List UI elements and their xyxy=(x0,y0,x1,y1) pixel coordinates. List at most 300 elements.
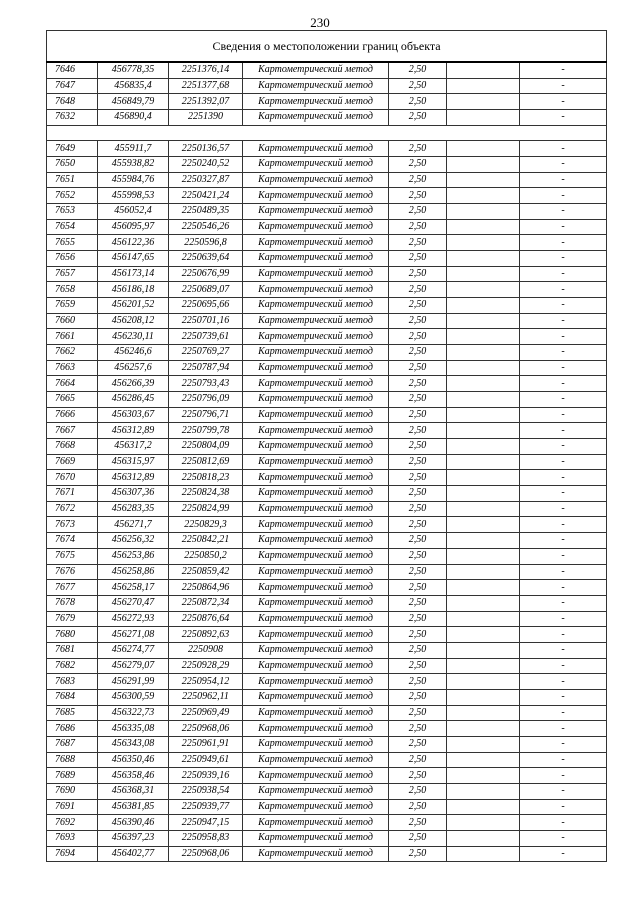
table-row xyxy=(47,846,607,862)
table-row xyxy=(47,658,607,674)
method-cell: Картометрический метод xyxy=(243,564,389,580)
x-coordinate: 456257,6 xyxy=(98,360,169,376)
point-number: 7693 xyxy=(47,830,98,846)
point-number: 7657 xyxy=(47,266,98,282)
y-coordinate: 2250739,61 xyxy=(169,329,243,345)
method-cell: Картометрический метод xyxy=(243,642,389,658)
table-row xyxy=(47,423,607,439)
point-number: 7686 xyxy=(47,721,98,737)
y-coordinate: 2250968,06 xyxy=(169,721,243,737)
empty-cell xyxy=(447,783,520,799)
accuracy-cell: 2,50 xyxy=(389,595,447,611)
accuracy-cell: 2,50 xyxy=(389,533,447,549)
accuracy-cell: 2,50 xyxy=(389,392,447,408)
method-cell: Картометрический метод xyxy=(243,157,389,173)
description-cell: - xyxy=(520,642,607,658)
description-cell: - xyxy=(520,815,607,831)
empty-cell xyxy=(447,689,520,705)
method-cell: Картометрический метод xyxy=(243,846,389,862)
y-coordinate: 2251376,14 xyxy=(169,62,243,78)
accuracy-cell: 2,50 xyxy=(389,752,447,768)
empty-cell xyxy=(447,78,520,94)
accuracy-cell: 2,50 xyxy=(389,329,447,345)
description-cell: - xyxy=(520,486,607,502)
y-coordinate: 2250938,54 xyxy=(169,783,243,799)
y-coordinate: 2250939,16 xyxy=(169,768,243,784)
point-number: 7689 xyxy=(47,768,98,784)
method-cell: Картометрический метод xyxy=(243,595,389,611)
y-coordinate: 2250240,52 xyxy=(169,157,243,173)
method-cell: Картометрический метод xyxy=(243,110,389,126)
method-cell: Картометрический метод xyxy=(243,407,389,423)
y-coordinate: 2250769,27 xyxy=(169,345,243,361)
accuracy-cell: 2,50 xyxy=(389,282,447,298)
description-cell: - xyxy=(520,470,607,486)
table-row xyxy=(47,595,607,611)
description-cell: - xyxy=(520,580,607,596)
point-number: 7675 xyxy=(47,548,98,564)
y-coordinate: 2250824,38 xyxy=(169,486,243,502)
description-cell: - xyxy=(520,830,607,846)
empty-cell xyxy=(447,392,520,408)
accuracy-cell: 2,50 xyxy=(389,486,447,502)
description-cell: - xyxy=(520,611,607,627)
description-cell: - xyxy=(520,689,607,705)
table-row xyxy=(47,219,607,235)
table-row xyxy=(47,642,607,658)
description-cell: - xyxy=(520,376,607,392)
point-number: 7658 xyxy=(47,282,98,298)
accuracy-cell: 2,50 xyxy=(389,141,447,157)
point-number: 7659 xyxy=(47,298,98,314)
point-number: 7683 xyxy=(47,674,98,690)
table-row xyxy=(47,470,607,486)
accuracy-cell: 2,50 xyxy=(389,219,447,235)
x-coordinate: 456315,97 xyxy=(98,454,169,470)
table-row xyxy=(47,783,607,799)
accuracy-cell: 2,50 xyxy=(389,501,447,517)
method-cell: Картометрический метод xyxy=(243,219,389,235)
description-cell: - xyxy=(520,768,607,784)
accuracy-cell: 2,50 xyxy=(389,376,447,392)
x-coordinate: 456201,52 xyxy=(98,298,169,314)
empty-cell xyxy=(447,799,520,815)
blank-cell xyxy=(47,125,607,141)
method-cell: Картометрический метод xyxy=(243,298,389,314)
table-row xyxy=(47,407,607,423)
x-coordinate: 456052,4 xyxy=(98,204,169,220)
accuracy-cell: 2,50 xyxy=(389,78,447,94)
x-coordinate: 456291,99 xyxy=(98,674,169,690)
empty-cell xyxy=(447,846,520,862)
method-cell: Картометрический метод xyxy=(243,580,389,596)
y-coordinate: 2250796,71 xyxy=(169,407,243,423)
table-row xyxy=(47,141,607,157)
empty-cell xyxy=(447,454,520,470)
x-coordinate: 456274,77 xyxy=(98,642,169,658)
point-number: 7648 xyxy=(47,94,98,110)
table-row xyxy=(47,251,607,267)
method-cell: Картометрический метод xyxy=(243,689,389,705)
y-coordinate: 2250850,2 xyxy=(169,548,243,564)
description-cell: - xyxy=(520,439,607,455)
accuracy-cell: 2,50 xyxy=(389,470,447,486)
point-number: 7691 xyxy=(47,799,98,815)
method-cell: Картометрический метод xyxy=(243,470,389,486)
y-coordinate: 2250968,06 xyxy=(169,846,243,862)
description-cell: - xyxy=(520,235,607,251)
x-coordinate: 456381,85 xyxy=(98,799,169,815)
table-row xyxy=(47,768,607,784)
accuracy-cell: 2,50 xyxy=(389,517,447,533)
method-cell: Картометрический метод xyxy=(243,78,389,94)
point-number: 7692 xyxy=(47,815,98,831)
table-row xyxy=(47,689,607,705)
point-number: 7677 xyxy=(47,580,98,596)
method-cell: Картометрический метод xyxy=(243,204,389,220)
method-cell: Картометрический метод xyxy=(243,172,389,188)
accuracy-cell: 2,50 xyxy=(389,658,447,674)
accuracy-cell: 2,50 xyxy=(389,94,447,110)
description-cell: - xyxy=(520,188,607,204)
method-cell: Картометрический метод xyxy=(243,830,389,846)
empty-cell xyxy=(447,266,520,282)
empty-cell xyxy=(447,517,520,533)
table-row xyxy=(47,454,607,470)
x-coordinate: 456147,65 xyxy=(98,251,169,267)
table-row xyxy=(47,705,607,721)
accuracy-cell: 2,50 xyxy=(389,423,447,439)
method-cell: Картометрический метод xyxy=(243,783,389,799)
point-number: 7685 xyxy=(47,705,98,721)
point-number: 7632 xyxy=(47,110,98,126)
description-cell: - xyxy=(520,783,607,799)
empty-cell xyxy=(447,705,520,721)
y-coordinate: 2250793,43 xyxy=(169,376,243,392)
point-number: 7651 xyxy=(47,172,98,188)
point-number: 7662 xyxy=(47,345,98,361)
table-row xyxy=(47,815,607,831)
accuracy-cell: 2,50 xyxy=(389,674,447,690)
method-cell: Картометрический метод xyxy=(243,799,389,815)
table-title-row xyxy=(47,31,607,63)
description-cell: - xyxy=(520,204,607,220)
y-coordinate: 2250676,99 xyxy=(169,266,243,282)
accuracy-cell: 2,50 xyxy=(389,172,447,188)
description-cell: - xyxy=(520,595,607,611)
empty-cell xyxy=(447,580,520,596)
empty-cell xyxy=(447,721,520,737)
empty-cell xyxy=(447,611,520,627)
method-cell: Картометрический метод xyxy=(243,141,389,157)
method-cell: Картометрический метод xyxy=(243,454,389,470)
point-number: 7666 xyxy=(47,407,98,423)
point-number: 7647 xyxy=(47,78,98,94)
x-coordinate: 456266,39 xyxy=(98,376,169,392)
accuracy-cell: 2,50 xyxy=(389,783,447,799)
y-coordinate: 2250961,91 xyxy=(169,736,243,752)
empty-cell xyxy=(447,188,520,204)
accuracy-cell: 2,50 xyxy=(389,235,447,251)
description-cell: - xyxy=(520,266,607,282)
empty-cell xyxy=(447,830,520,846)
empty-cell xyxy=(447,345,520,361)
table-row xyxy=(47,830,607,846)
description-cell: - xyxy=(520,78,607,94)
empty-cell xyxy=(447,282,520,298)
method-cell: Картометрический метод xyxy=(243,94,389,110)
point-number: 7669 xyxy=(47,454,98,470)
table-row xyxy=(47,78,607,94)
point-number: 7649 xyxy=(47,141,98,157)
method-cell: Картометрический метод xyxy=(243,282,389,298)
table-row xyxy=(47,204,607,220)
x-coordinate: 456390,46 xyxy=(98,815,169,831)
empty-cell xyxy=(447,768,520,784)
point-number: 7661 xyxy=(47,329,98,345)
point-number: 7680 xyxy=(47,627,98,643)
accuracy-cell: 2,50 xyxy=(389,799,447,815)
accuracy-cell: 2,50 xyxy=(389,439,447,455)
description-cell: - xyxy=(520,846,607,862)
point-number: 7687 xyxy=(47,736,98,752)
table-row xyxy=(47,376,607,392)
table-row xyxy=(47,580,607,596)
x-coordinate: 456307,36 xyxy=(98,486,169,502)
method-cell: Картометрический метод xyxy=(243,376,389,392)
point-number: 7650 xyxy=(47,157,98,173)
point-number: 7676 xyxy=(47,564,98,580)
empty-cell xyxy=(447,376,520,392)
description-cell: - xyxy=(520,454,607,470)
method-cell: Картометрический метод xyxy=(243,329,389,345)
method-cell: Картометрический метод xyxy=(243,392,389,408)
x-coordinate: 456258,17 xyxy=(98,580,169,596)
method-cell: Картометрический метод xyxy=(243,736,389,752)
empty-cell xyxy=(447,62,520,78)
accuracy-cell: 2,50 xyxy=(389,721,447,737)
description-cell: - xyxy=(520,721,607,737)
method-cell: Картометрический метод xyxy=(243,439,389,455)
accuracy-cell: 2,50 xyxy=(389,705,447,721)
x-coordinate: 455984,76 xyxy=(98,172,169,188)
accuracy-cell: 2,50 xyxy=(389,454,447,470)
description-cell: - xyxy=(520,360,607,376)
point-number: 7668 xyxy=(47,439,98,455)
empty-cell xyxy=(447,94,520,110)
accuracy-cell: 2,50 xyxy=(389,768,447,784)
empty-cell xyxy=(447,313,520,329)
empty-cell xyxy=(447,157,520,173)
description-cell: - xyxy=(520,172,607,188)
description-cell: - xyxy=(520,62,607,78)
x-coordinate: 456258,86 xyxy=(98,564,169,580)
x-coordinate: 456322,73 xyxy=(98,705,169,721)
y-coordinate: 2250962,11 xyxy=(169,689,243,705)
description-cell: - xyxy=(520,674,607,690)
y-coordinate: 2250812,69 xyxy=(169,454,243,470)
accuracy-cell: 2,50 xyxy=(389,564,447,580)
x-coordinate: 456272,93 xyxy=(98,611,169,627)
method-cell: Картометрический метод xyxy=(243,752,389,768)
y-coordinate: 2250908 xyxy=(169,642,243,658)
method-cell: Картометрический метод xyxy=(243,517,389,533)
x-coordinate: 456230,11 xyxy=(98,329,169,345)
y-coordinate: 2250327,87 xyxy=(169,172,243,188)
method-cell: Картометрический метод xyxy=(243,533,389,549)
point-number: 7678 xyxy=(47,595,98,611)
description-cell: - xyxy=(520,251,607,267)
x-coordinate: 456397,23 xyxy=(98,830,169,846)
method-cell: Картометрический метод xyxy=(243,62,389,78)
description-cell: - xyxy=(520,658,607,674)
y-coordinate: 2250818,23 xyxy=(169,470,243,486)
x-coordinate: 456256,32 xyxy=(98,533,169,549)
y-coordinate: 2250639,64 xyxy=(169,251,243,267)
accuracy-cell: 2,50 xyxy=(389,266,447,282)
table-row xyxy=(47,439,607,455)
x-coordinate: 456271,7 xyxy=(98,517,169,533)
table-row xyxy=(47,172,607,188)
empty-cell xyxy=(447,736,520,752)
accuracy-cell: 2,50 xyxy=(389,313,447,329)
x-coordinate: 456835,4 xyxy=(98,78,169,94)
y-coordinate: 2250824,99 xyxy=(169,501,243,517)
method-cell: Картометрический метод xyxy=(243,360,389,376)
table-row xyxy=(47,157,607,173)
y-coordinate: 2250939,77 xyxy=(169,799,243,815)
accuracy-cell: 2,50 xyxy=(389,188,447,204)
empty-cell xyxy=(447,548,520,564)
method-cell: Картометрический метод xyxy=(243,501,389,517)
point-number: 7660 xyxy=(47,313,98,329)
blank-separator-row xyxy=(47,125,607,141)
y-coordinate: 2250864,96 xyxy=(169,580,243,596)
table-row xyxy=(47,235,607,251)
x-coordinate: 456778,35 xyxy=(98,62,169,78)
method-cell: Картометрический метод xyxy=(243,815,389,831)
table-row xyxy=(47,62,607,78)
x-coordinate: 456253,86 xyxy=(98,548,169,564)
y-coordinate: 2250695,66 xyxy=(169,298,243,314)
empty-cell xyxy=(447,141,520,157)
empty-cell xyxy=(447,595,520,611)
boundary-table xyxy=(46,30,607,862)
point-number: 7656 xyxy=(47,251,98,267)
table-title: Сведения о местоположении границ объекта xyxy=(47,31,607,63)
x-coordinate: 456095,97 xyxy=(98,219,169,235)
table-row xyxy=(47,110,607,126)
method-cell: Картометрический метод xyxy=(243,768,389,784)
empty-cell xyxy=(447,439,520,455)
point-number: 7655 xyxy=(47,235,98,251)
accuracy-cell: 2,50 xyxy=(389,815,447,831)
y-coordinate: 2250546,26 xyxy=(169,219,243,235)
point-number: 7654 xyxy=(47,219,98,235)
description-cell: - xyxy=(520,329,607,345)
empty-cell xyxy=(447,533,520,549)
description-cell: - xyxy=(520,110,607,126)
table-row xyxy=(47,533,607,549)
accuracy-cell: 2,50 xyxy=(389,204,447,220)
description-cell: - xyxy=(520,799,607,815)
accuracy-cell: 2,50 xyxy=(389,360,447,376)
point-number: 7679 xyxy=(47,611,98,627)
point-number: 7674 xyxy=(47,533,98,549)
table-row xyxy=(47,282,607,298)
accuracy-cell: 2,50 xyxy=(389,62,447,78)
point-number: 7667 xyxy=(47,423,98,439)
empty-cell xyxy=(447,658,520,674)
y-coordinate: 2250947,15 xyxy=(169,815,243,831)
y-coordinate: 2250954,12 xyxy=(169,674,243,690)
point-number: 7690 xyxy=(47,783,98,799)
accuracy-cell: 2,50 xyxy=(389,298,447,314)
y-coordinate: 2250876,64 xyxy=(169,611,243,627)
table-row xyxy=(47,360,607,376)
empty-cell xyxy=(447,564,520,580)
table-row xyxy=(47,188,607,204)
description-cell: - xyxy=(520,501,607,517)
empty-cell xyxy=(447,627,520,643)
empty-cell xyxy=(447,172,520,188)
point-number: 7681 xyxy=(47,642,98,658)
table-row xyxy=(47,799,607,815)
x-coordinate: 456270,47 xyxy=(98,595,169,611)
method-cell: Картометрический метод xyxy=(243,188,389,204)
x-coordinate: 456350,46 xyxy=(98,752,169,768)
method-cell: Картометрический метод xyxy=(243,423,389,439)
x-coordinate: 456317,2 xyxy=(98,439,169,455)
table-row xyxy=(47,736,607,752)
table-row xyxy=(47,721,607,737)
table-row xyxy=(47,329,607,345)
accuracy-cell: 2,50 xyxy=(389,642,447,658)
accuracy-cell: 2,50 xyxy=(389,736,447,752)
point-number: 7646 xyxy=(47,62,98,78)
empty-cell xyxy=(447,219,520,235)
y-coordinate: 2250958,83 xyxy=(169,830,243,846)
accuracy-cell: 2,50 xyxy=(389,345,447,361)
description-cell: - xyxy=(520,345,607,361)
accuracy-cell: 2,50 xyxy=(389,627,447,643)
point-number: 7664 xyxy=(47,376,98,392)
description-cell: - xyxy=(520,282,607,298)
y-coordinate: 2250489,35 xyxy=(169,204,243,220)
description-cell: - xyxy=(520,219,607,235)
description-cell: - xyxy=(520,564,607,580)
method-cell: Картометрический метод xyxy=(243,705,389,721)
empty-cell xyxy=(447,251,520,267)
point-number: 7663 xyxy=(47,360,98,376)
y-coordinate: 2250596,8 xyxy=(169,235,243,251)
accuracy-cell: 2,50 xyxy=(389,548,447,564)
x-coordinate: 455911,7 xyxy=(98,141,169,157)
x-coordinate: 456173,14 xyxy=(98,266,169,282)
table-row xyxy=(47,486,607,502)
accuracy-cell: 2,50 xyxy=(389,110,447,126)
x-coordinate: 456312,89 xyxy=(98,470,169,486)
point-number: 7688 xyxy=(47,752,98,768)
y-coordinate: 2250892,63 xyxy=(169,627,243,643)
empty-cell xyxy=(447,674,520,690)
description-cell: - xyxy=(520,423,607,439)
x-coordinate: 456343,08 xyxy=(98,736,169,752)
method-cell: Картометрический метод xyxy=(243,235,389,251)
point-number: 7673 xyxy=(47,517,98,533)
table-row xyxy=(47,611,607,627)
y-coordinate: 2250859,42 xyxy=(169,564,243,580)
